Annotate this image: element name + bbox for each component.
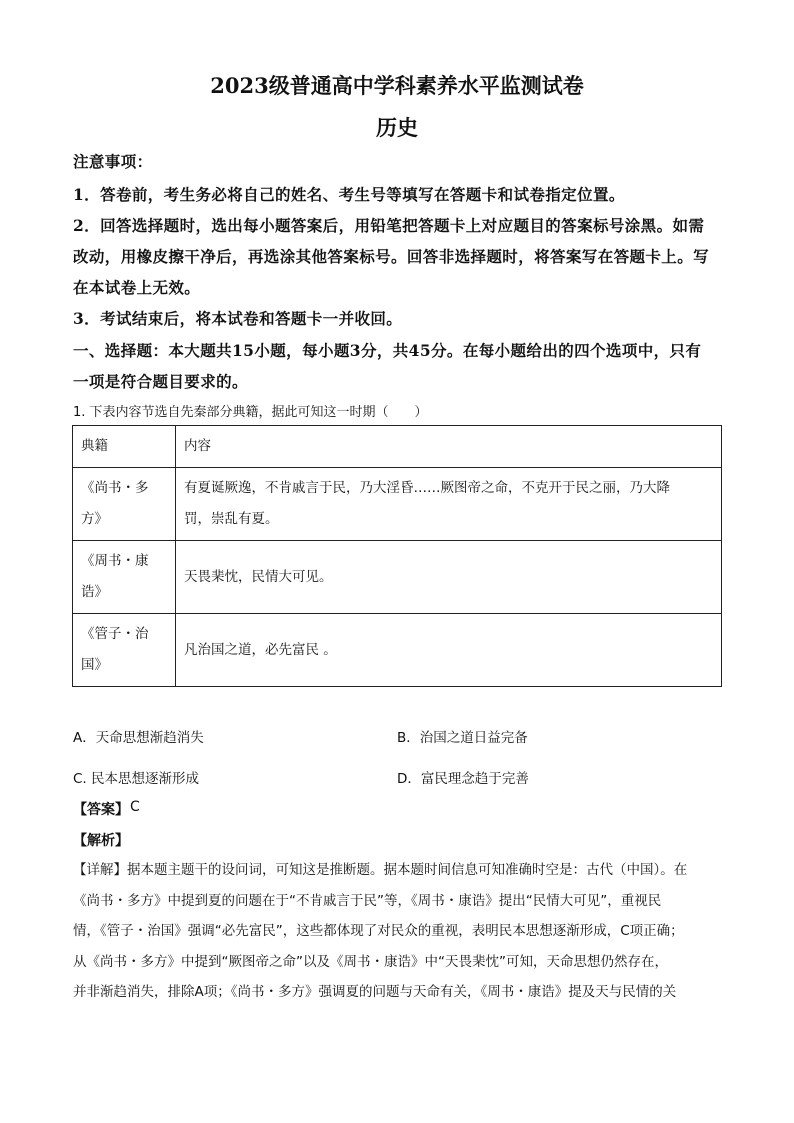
notice-line: 1．答卷前，考生务必将自己的姓名、考生号等填写在答题卡和试卷指定位置。 xyxy=(73,185,625,204)
table-header-row xyxy=(73,426,722,468)
table-cell-content: 有夏诞厥逸，不肯戚言于民，乃大淫昏……厥图帝之命，不克开于民之丽，乃大降 罚，崇乱有夏。 xyxy=(176,468,722,541)
question-stem: 1. 下表内容节选自先秦部分典籍，据此可知这一时期（ ） xyxy=(73,405,428,420)
section-heading-cont: 一项是符合题目要求的。 xyxy=(73,372,248,391)
section-heading: 一、选择题：本大题共15小题，每小题3分，共45分。在每小题给出的四个选项中，只有 xyxy=(73,341,702,360)
table-cell-content: 凡治国之道，必先富民 。 xyxy=(176,614,722,687)
option-c: C. 民本思想逐渐形成 xyxy=(73,771,200,787)
option-a: A．天命思想渐趋消失 xyxy=(73,730,204,746)
notice-line: 3．考试结束后，将本试卷和答题卡一并收回。 xyxy=(73,309,403,328)
answer-tag: 【答案】 xyxy=(73,802,129,818)
option-b: B．治国之道日益完备 xyxy=(397,730,528,746)
table-cell-book: 《管子・治 国》 xyxy=(73,614,176,687)
answer-value: C xyxy=(130,799,140,815)
notice-line: 改动，用橡皮擦干净后，再选涂其他答案标号。回答非选择题时，将答案写在答题卡上。写 xyxy=(73,247,710,266)
table-row xyxy=(73,541,722,614)
analysis-line: 【详解】据本题主题干的设问词，可知这是推断题。据本题时间信息可知准确时空是：古代（中国）。在 xyxy=(73,862,688,878)
analysis-line: 情，《管子・治国》强调“必先富民”，这些都体现了对民众的重视，表明民本思想逐渐形成，C项正确； xyxy=(73,923,684,939)
analysis-line: 《尚书・多方》中提到夏的问题在于“不肯戚言于民”等，《周书・康诰》提出“民情大可见”，重视民 xyxy=(73,892,662,909)
table-row xyxy=(73,468,722,541)
table-cell-book: 《尚书・多 方》 xyxy=(73,468,176,541)
option-d: D．富民理念趋于完善 xyxy=(397,771,529,787)
analysis-tag: 【解析】 xyxy=(73,833,129,849)
table-cell-book: 《周书・康 诰》 xyxy=(73,541,176,614)
exam-title: 2023级普通高中学科素养水平监测试卷 xyxy=(210,73,584,98)
source-table xyxy=(72,425,722,687)
subject-title: 历史 xyxy=(376,115,418,140)
table-header-cell: 典籍 xyxy=(73,426,176,468)
notice-line: 在本试卷上无效。 xyxy=(73,278,201,297)
analysis-text xyxy=(73,855,723,1008)
analysis-line: 并非渐趋消失，排除A项；《尚书・多方》强调夏的问题与天命有关，《周书・康诰》提及天与民情的关 xyxy=(73,984,677,1000)
analysis-line: 从《尚书・多方》中提到“厥图帝之命”以及《周书・康诰》中“天畏棐忱”可知，天命思想仍然存在， xyxy=(73,953,668,970)
table-cell-content: 天畏棐忱，民情大可见。 xyxy=(176,541,722,614)
table-header-cell: 内容 xyxy=(176,426,722,468)
notice-line: 2．回答选择题时，选出每小题答案后，用铅笔把答题卡上对应题目的答案标号涂黑。如需 xyxy=(73,216,705,235)
notice-heading: 注意事项： xyxy=(73,152,153,171)
table-row xyxy=(73,614,722,687)
